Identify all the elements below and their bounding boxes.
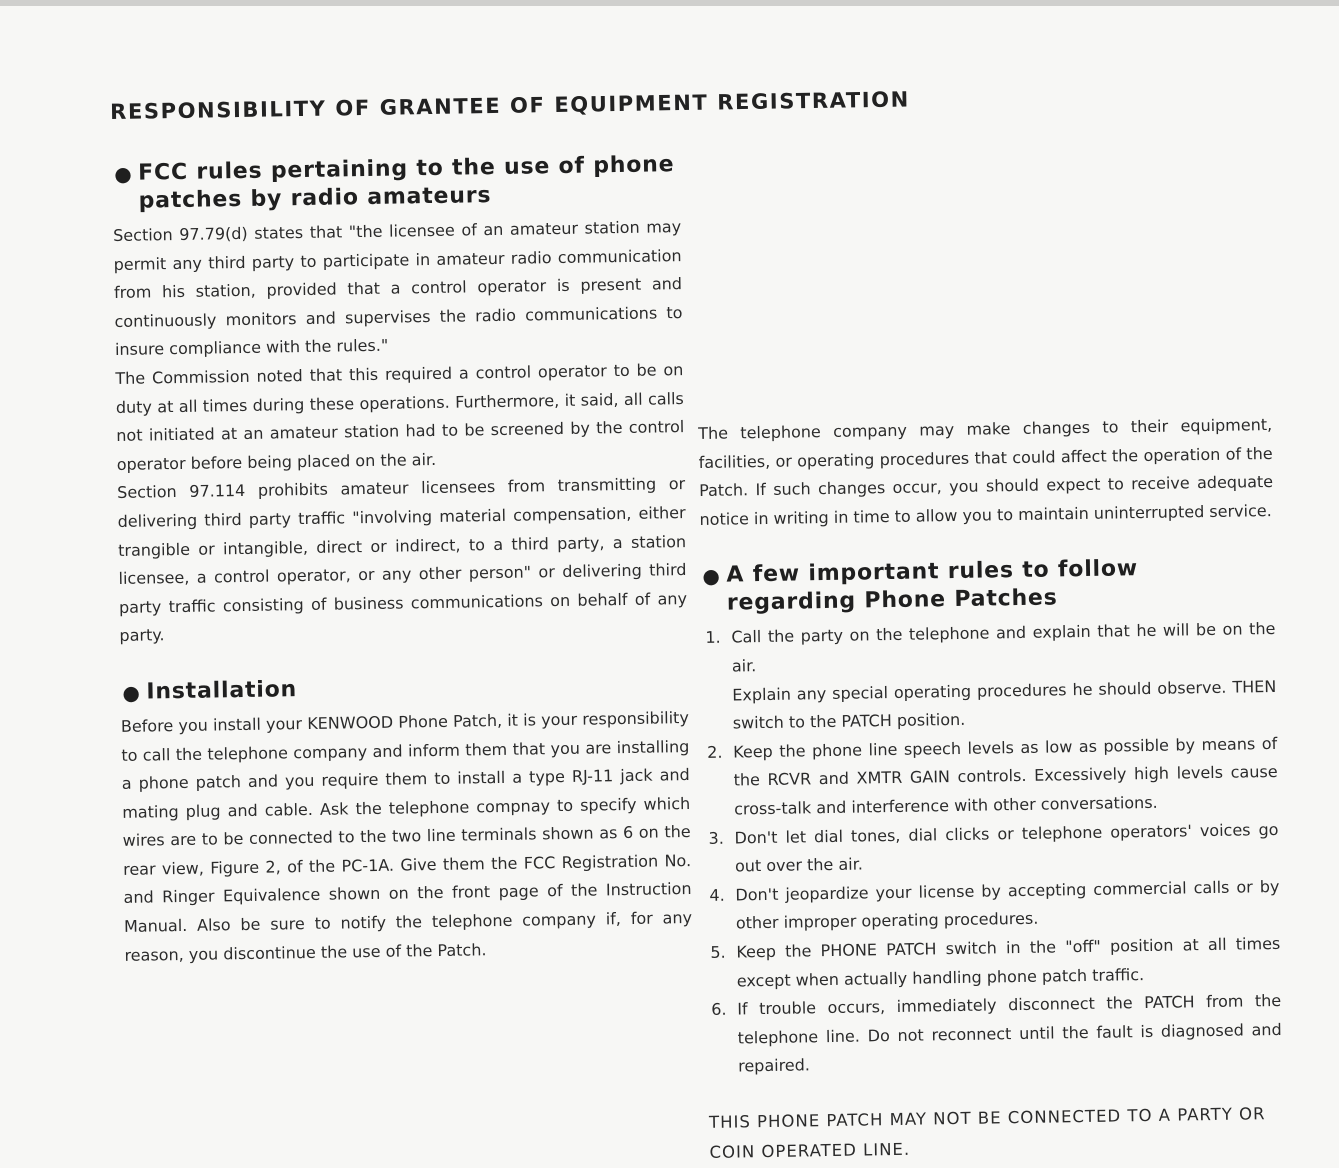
rule-text: Don't let dial tones, dial clicks or telephone operators' voices go out over the air. — [734, 819, 1279, 876]
rule-item — [701, 615, 1277, 738]
notice-text: THIS PHONE PATCH MAY NOT BE CONNECTED TO A PARTY OR COIN OPERATED LINE. — [708, 1104, 1266, 1162]
fcc-paragraph-1: Section 97.79(d) states that "the licensee of an amateur station may permit any third party to participate in amateur radio communication from his station, provided that a control operator is present and continuously monitors and supervises the radio communications to insure compliance with the rules." — [113, 217, 683, 360]
bullet-icon: ● — [114, 161, 133, 186]
bullet-icon: ● — [702, 564, 721, 589]
fcc-section-title — [112, 151, 681, 216]
rule-item — [705, 873, 1280, 939]
fcc-paragraph-2: The Commission noted that this required a control operator to be on duty at all times during these operations. Furthermore, it said, all calls not initiated at an amateur station had to be screened by the control operator before being placed on the air. — [115, 360, 685, 474]
rules-section-title — [700, 553, 1275, 618]
rule-item — [706, 930, 1281, 996]
installation-paragraph-2: The telephone company may make changes to their equipment, facilities, or operating procedures that could affect the operation of the Patch. If such changes occur, you should expect to receive adequate notice in writing in time to allow you to maintain uninterrupted service. — [698, 414, 1274, 529]
rule-number: 5. — [710, 942, 726, 962]
rule-extra-text: Explain any special operating procedures he should observe. THEN switch to the PATCH position. — [732, 676, 1277, 733]
rule-item — [703, 730, 1278, 825]
rule-number: 4. — [709, 885, 725, 905]
installation-paragraph-1: Before you install your KENWOOD Phone Patch, it is your responsibility to call the telephone company and inform them that you are installing a phone patch and you require them to install a type RJ-11 jack and mating plug and cable. Ask the telephone compnay to specify which wires are to be connected to the two line terminals shown as 6 on the rear view, Figure 2, of the PC-1A. Give them the FCC Registration No. and Ringer Equivalence shown on the front page of the Instruction Manual. Also be sure to notify the telephone company if, for any reason, you discontinue the use of the Patch. — [120, 707, 693, 965]
rule-text: Call the party on the telephone and explain that he will be on the air. — [731, 619, 1276, 676]
left-column — [112, 151, 693, 970]
rule-text: Keep the phone line speech levels as low as possible by means of the RCVR and XMTR GAIN controls. Excessively high levels cause cross-talk and interference with other conversations. — [733, 733, 1278, 819]
rule-item — [704, 815, 1279, 881]
rule-text: Keep the PHONE PATCH switch in the "off" position at all times except when actually handling phone patch traffic. — [736, 933, 1281, 990]
page-title: RESPONSIBILITY OF GRANTEE OF EQUIPMENT REGISTRATION — [110, 87, 910, 124]
rule-number: 3. — [708, 828, 724, 848]
installation-title-text: Installation — [146, 677, 298, 705]
rule-number: 1. — [705, 628, 721, 648]
fcc-paragraph-3: Section 97.114 prohibits amateur licensees from transmitting or delivering third party traffic "involving material compensation, either trangible or intangible, direct or indirect, to a third party, a station licensee, a control operator, or any other person" or delivering third party traffic consisting of business communications on behalf of any party. — [117, 474, 688, 646]
rule-text: Don't jeopardize your license by accepting commercial calls or by other improper operating procedures. — [735, 876, 1280, 933]
rules-title-text: A few important rules to follow regarding Phone Patches — [726, 556, 1139, 616]
rule-text: If trouble occurs, immediately disconnect the PATCH from the telephone line. Do not reconnect until the fault is diagnosed and repaired. — [737, 991, 1282, 1076]
scan-edge-line — [0, 0, 1339, 6]
bullet-icon: ● — [122, 680, 141, 705]
rule-number: 2. — [707, 742, 723, 762]
rule-number: 6. — [711, 999, 727, 1019]
fcc-title-text: FCC rules pertaining to the use of phone patches by radio amateurs — [138, 152, 675, 214]
rule-item — [707, 987, 1282, 1082]
rules-list — [701, 615, 1282, 1081]
right-column — [698, 411, 1284, 1168]
